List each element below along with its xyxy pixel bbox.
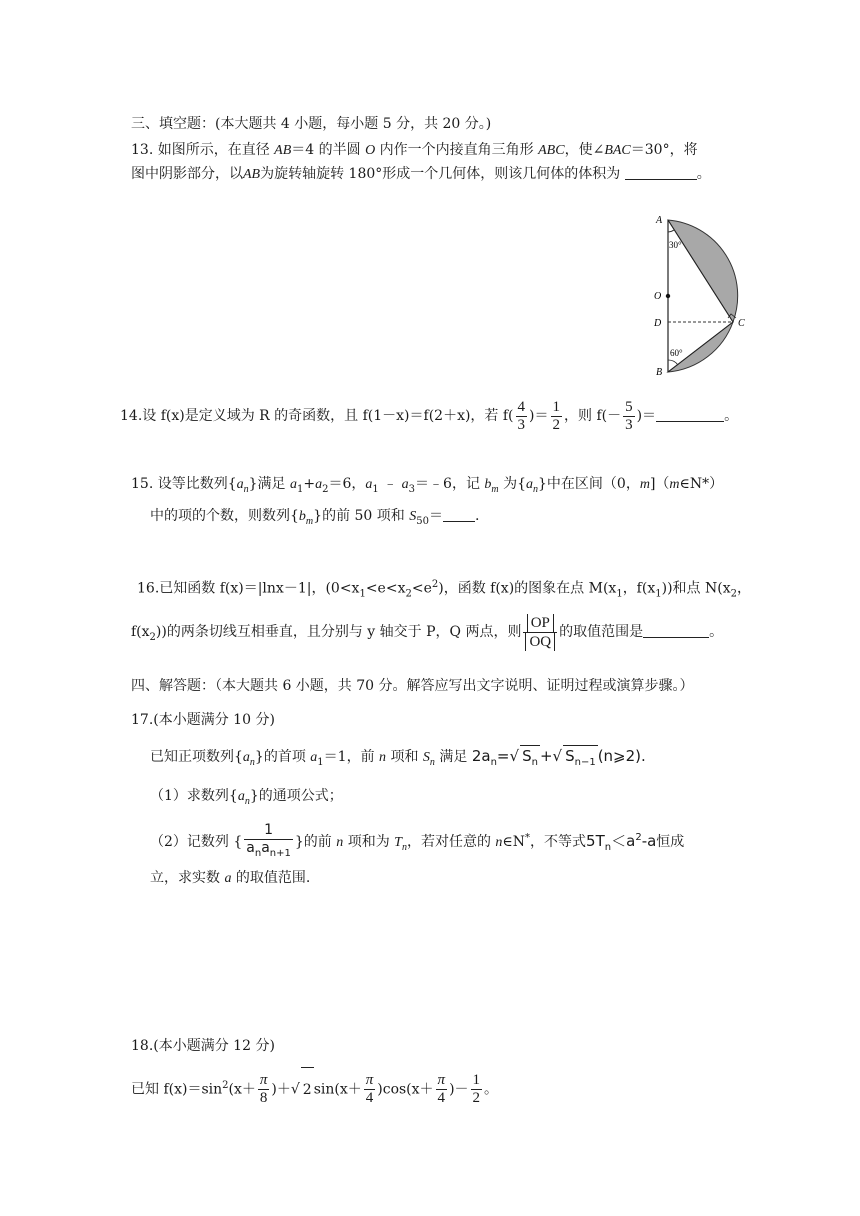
section3-heading: 三、填空题：(本大题共 4 小题，每小题 5 分，共 20 分。) [131, 116, 492, 132]
fraction-1-over-an-an1: $\frac{1}{a_na_{n+1}}$ [246, 822, 291, 859]
q13-line1: 13. 如图所示，在直径 AB＝4 的半圆 O 内作一个内接直角三角形 ABC，使∠BAC＝30°，将 [131, 142, 698, 158]
q16-line1: 16.已知函数 f(x)＝|lnx－1|，$(0<x_1<e<x_2<e^2)$，函数 f(x)的图象在点 $M(x_1$，$f(x_1)$)和点 $N(x_2$， [137, 579, 751, 600]
fraction-1-2: $\frac{1}{2}$ [472, 1072, 481, 1107]
fraction-1-2: $\frac{1}{2}$ [552, 398, 560, 433]
fraction-5-3: $\frac{5}{3}$ [625, 398, 633, 433]
fraction-pi-4: $\frac{\pi}{4}$ [365, 1072, 374, 1107]
answer-blank[interactable] [643, 623, 709, 638]
fraction-4-3: $\frac{4}{3}$ [517, 398, 526, 433]
fraction-pi-4: $\frac{\pi}{4}$ [437, 1072, 446, 1107]
center-point-O [666, 294, 670, 298]
q17-header: 17.(本小题满分 10 分) [131, 712, 275, 728]
answer-blank[interactable] [656, 407, 724, 422]
answer-blank[interactable] [625, 165, 697, 180]
fraction-OP-OQ: $\frac{OP}{OQ}$ [523, 614, 557, 651]
semicircle-figure [650, 208, 760, 378]
q13-line2: 图中阴影部分，以AB为旋转轴旋转 180°形成一个几何体，则该几何体的体积为 。 [131, 166, 711, 182]
q15-line2: 中的项的个数，则数列$\{b_m\}$的前 50 项和 $S_{50}=$ . [150, 508, 480, 527]
label-angle-60: 60° [670, 348, 683, 358]
q14-line: 14.设 f(x)是定义域为 R 的奇函数，且 f(1－x)＝f(2＋x)，若 f( $\frac{4}{3}$ )＝ $\frac{1}{2}$ ，则 f(－ $\frac{5}{3}$ )＝ 。 [120, 398, 739, 433]
fraction-pi-8: $\frac{\pi}{8}$ [259, 1072, 268, 1107]
angle-arc-B [668, 360, 678, 365]
q17-part1: （1）求数列$\{a_n\}$的通项公式； [150, 788, 343, 807]
answer-blank[interactable] [443, 507, 475, 522]
shaded-region-upper [668, 220, 738, 322]
q17-part2: （2）记数列 { $\frac{1}{a_na_{n+1}}$ }的前 n 项和为 $T_n$，若对任意的 n∈N*，不等式$5T_n<a^2-a$恒成 [150, 816, 684, 870]
q17-line1: 已知正项数列$\{a_n\}$的首项 $a_1=1$，前 n 项和 $S_n$ 满足 $2a_n=√$ $S_n$ +√ $S_{n-1}$ (n⩾2). [150, 745, 646, 773]
label-D: D [654, 318, 662, 329]
label-O: O [654, 291, 662, 302]
label-angle-30: 30° [669, 240, 682, 250]
angle-arc-A [668, 230, 674, 232]
q18-header: 18.(本小题满分 12 分) [131, 1038, 275, 1054]
inequality: $5T_n<a^2-a$ [586, 832, 657, 853]
q16-line2: $f(x_2)$)的两条切线互相垂直，且分别与 y 轴交于 P，Q 两点，则 $\frac{OP}{OQ}$ 的取值范围是 。 [131, 614, 724, 650]
section4-heading: 四、解答题：（本大题共 6 小题，共 70 分。解答应写出文字说明、证明过程或演算步骤。） [131, 678, 694, 694]
q17-line3: 立，求实数 a 的取值范围. [150, 870, 311, 886]
label-B: B [656, 367, 663, 378]
q18-formula: 已知 $f(x)=\sin^2(x+$ $\frac{\pi}{8}$ )＋√ 2 sin(x＋ $\frac{\pi}{4}$ )cos(x＋ $\frac{\pi}{4}$ )－ $\frac{1}{2}$ 。 [131, 1064, 498, 1112]
q15-line1: 15. 设等比数列$\{a_n\}$满足 $a_1+a_2=6$，$a_1$ ﹣ $a_3=﹣6$，记 $b_m$ 为$\{a_n\}$中在区间（0，m]（m∈N*） [131, 476, 724, 495]
label-C: C [738, 318, 745, 329]
label-A: A [656, 215, 663, 226]
recurrence-formula: $2a_n=√$ $S_n$ +√ $S_{n-1}$ (n⩾2). [472, 747, 646, 765]
